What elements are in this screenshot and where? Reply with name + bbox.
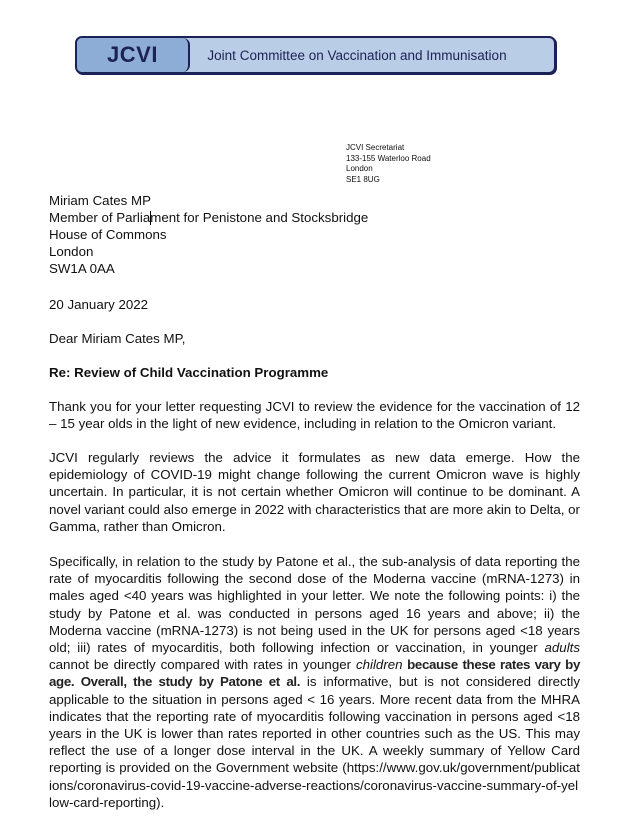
sender-address-line: JCVI Secretariat [346, 143, 405, 152]
sender-address-line: 133-155 Waterloo Road [346, 153, 431, 163]
salutation[interactable]: Dear Miriam Cates MP, [49, 331, 186, 346]
recipient-role-end: ment for Penistone and Stocksbridge [150, 210, 369, 225]
sender-address [346, 143, 431, 185]
paragraph-patone-study[interactable] [49, 553, 580, 811]
recipient-city[interactable]: London [49, 244, 94, 259]
letter-date[interactable]: 20 January 2022 [49, 297, 149, 312]
paragraph-epidemiology[interactable]: JCVI regularly reviews the advice it formulates as new data emerge. How the epidemiology of COVID-19 might change following the current Omicron wave is highly uncertain. In particular, it is not certain whether Omicron will continue to be dominant. A novel variant could also emerge in 2022 with characteristics that are more akin to Delta, or Gamma, rather than Omicron. [49, 450, 580, 534]
logo-full-name: Joint Committee on Vaccination and Immunisation [207, 47, 507, 63]
yellow-card-url[interactable]: (https://www.gov.uk/government/publications/coronavirus-covid-19-vaccine-adverse-reactions/coronavirus-vaccine-summary-of-yellow-card-reporting) [49, 760, 580, 810]
recipient-role[interactable] [49, 209, 368, 226]
sender-address-line: London [346, 164, 373, 173]
recipient-role-start: Member of Parlia [49, 210, 151, 225]
paragraph-text: cannot be directly compared with rates in younger [49, 657, 356, 673]
sender-address-line: SE1 8UG [346, 174, 380, 184]
jcvi-logo-banner [75, 36, 556, 74]
recipient-name[interactable]: Miriam Cates MP [49, 193, 151, 208]
paragraph-text: is informative, but is not considered directly applicable to the situation in persons aged < 16 years. More recent data from the MHRA indicates that the reporting rate of myocarditis following vaccination in persons aged <18 years in the UK is lower than rates reported in other countries such as the US. This may reflect the use of a longer dose interval in the UK. A weekly summary of Yellow Card reporting is provided on the Government website [49, 674, 580, 776]
paragraph-intro[interactable]: Thank you for your letter requesting JCVI to review the evidence for the vaccination of 12 – 15 year olds in the light of new evidence, including in relation to the Omicron variant. [49, 399, 580, 432]
recipient-house[interactable]: House of Commons [49, 227, 167, 242]
bold-text: because these rates vary by age. Overall, the study by Patone et al. [49, 657, 580, 690]
logo-abbreviation: JCVI [77, 38, 190, 72]
paragraph-text: Specifically, in relation to the study by Patone et al., the sub-analysis of data reporting the rate of myocarditis following the second dose of the Moderna vaccine (mRNA-1273) in males aged <40 years was highlighted in your letter. We note the following points: i) the study by Patone et al. was conducted in persons aged 16 years and above; ii) the Moderna vaccine (mRNA-1273) is not being used in the UK for persons aged <18 years old; iii) rates of myocarditis, both following infection or vaccination, in younger [49, 554, 580, 656]
recipient-postcode[interactable]: SW1A 0AA [49, 261, 115, 276]
emphasis-children: children [355, 657, 403, 673]
recipient-address[interactable] [49, 192, 368, 277]
paragraph-end: . [160, 794, 165, 810]
emphasis-adults: adults [544, 640, 580, 656]
subject-line[interactable]: Re: Review of Child Vaccination Programme [49, 365, 329, 380]
